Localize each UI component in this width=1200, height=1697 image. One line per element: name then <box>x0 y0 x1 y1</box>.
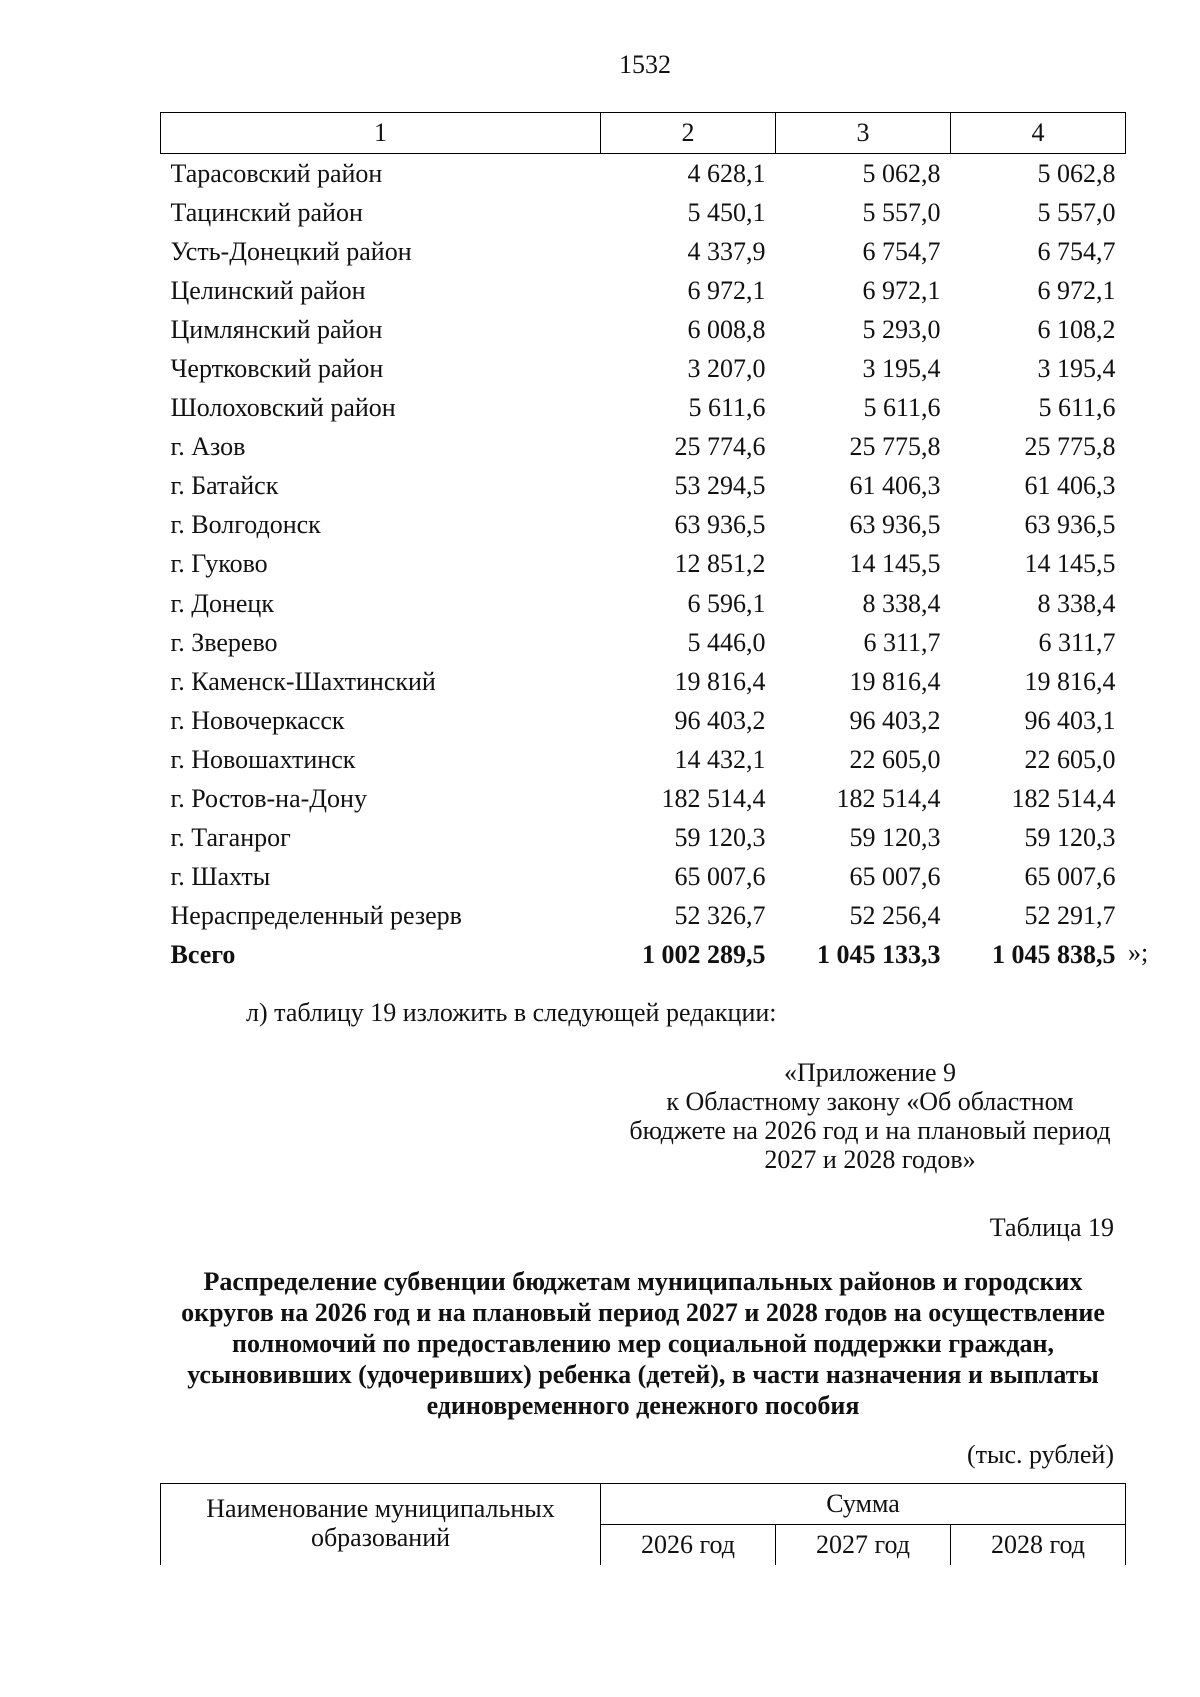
value-2026: 65 007,6 <box>674 862 766 892</box>
municipality-name-header: Наименование муниципальных образований <box>161 1484 601 1566</box>
value-2028: 5 611,6 <box>1038 393 1116 423</box>
value-2027: 5 557,0 <box>862 197 941 227</box>
column-number-1: 1 <box>161 113 601 154</box>
municipality-name: г. Шахты <box>170 862 271 892</box>
municipality-name: Целинский район <box>170 275 366 305</box>
value-2027: 182 514,4 <box>836 784 941 814</box>
value-2026: 52 326,7 <box>674 901 766 931</box>
value-2026: 182 514,4 <box>661 784 766 814</box>
value-2026: 53 294,5 <box>674 471 766 501</box>
value-2028: 25 775,8 <box>1024 432 1116 462</box>
value-2028: 22 605,0 <box>1024 744 1116 774</box>
value-2028: 5 557,0 <box>1037 197 1116 227</box>
value-2026: 5 450,1 <box>687 197 766 227</box>
appendix-number: «Приложение 9 <box>783 1058 957 1087</box>
value-2027: 5 062,8 <box>862 158 941 188</box>
value-2028: 19 816,4 <box>1024 666 1116 696</box>
value-2028: 63 936,5 <box>1024 510 1116 540</box>
value-2027: 52 256,4 <box>849 901 941 931</box>
municipality-name: Тарасовский район <box>170 158 383 188</box>
table-row <box>161 271 1126 310</box>
table-body <box>161 154 1126 975</box>
table-row <box>161 389 1126 428</box>
value-2028: 14 145,5 <box>1024 549 1116 579</box>
value-2026: 4 337,9 <box>687 236 766 266</box>
table-row <box>161 584 1126 623</box>
table-row <box>161 232 1126 271</box>
value-2027: 61 406,3 <box>849 471 941 501</box>
value-2026: 6 596,1 <box>687 588 766 618</box>
municipality-name: Усть-Донецкий район <box>170 236 412 266</box>
table-row <box>161 623 1126 662</box>
municipality-name: г. Каменск-Шахтинский <box>170 666 436 696</box>
value-2026: 3 207,0 <box>687 354 766 384</box>
municipality-name: г. Донецк <box>170 588 274 618</box>
municipality-name: г. Гуково <box>170 549 268 579</box>
value-2026: 6 972,1 <box>687 275 766 305</box>
value-2027: 8 338,4 <box>862 588 941 618</box>
year-2027-header: 2027 год <box>776 1525 951 1566</box>
table-row <box>161 858 1126 897</box>
municipality-name: г. Батайск <box>170 471 279 501</box>
value-2028: 182 514,4 <box>1011 784 1116 814</box>
table-row <box>161 310 1126 349</box>
municipality-name: Цимлянский район <box>170 314 383 344</box>
table-row <box>161 701 1126 740</box>
table-row <box>161 897 1126 936</box>
value-2026: 4 628,1 <box>687 158 766 188</box>
column-number-3: 3 <box>776 113 951 154</box>
value-2028: 8 338,4 <box>1037 588 1116 618</box>
subvention-table-19-header <box>160 1483 1126 1565</box>
table-row <box>161 467 1126 506</box>
value-2026: 6 008,8 <box>687 314 766 344</box>
year-2028-header: 2028 год <box>951 1525 1126 1566</box>
table-row <box>161 428 1126 467</box>
table-row <box>161 662 1126 701</box>
municipality-name: Шолоховский район <box>170 393 396 423</box>
table-number-label: Таблица 19 <box>989 1213 1114 1242</box>
closing-quote-mark: »; <box>1128 938 1149 967</box>
municipality-name: Нераспределенный резерв <box>170 901 462 931</box>
value-2027: 25 775,8 <box>849 432 941 462</box>
value-2026: 96 403,2 <box>674 705 766 735</box>
municipality-name: г. Зверево <box>170 627 278 657</box>
value-2026: 59 120,3 <box>674 823 766 853</box>
value-2027: 22 605,0 <box>849 744 941 774</box>
appendix-reference <box>620 1058 1120 1174</box>
value-2028: 65 007,6 <box>1024 862 1116 892</box>
value-2027: 19 816,4 <box>849 666 941 696</box>
column-number-2: 2 <box>601 113 776 154</box>
municipality-name: г. Новочеркасск <box>170 705 345 735</box>
value-2027: 59 120,3 <box>849 823 941 853</box>
value-2026: 5 611,6 <box>688 393 766 423</box>
column-number-4: 4 <box>951 113 1126 154</box>
amendment-instruction: л) таблицу 19 изложить в следующей редакции: <box>246 998 777 1027</box>
municipality-name: г. Азов <box>170 432 246 462</box>
value-2028: 3 195,4 <box>1037 354 1116 384</box>
table-row <box>161 819 1126 858</box>
municipality-name: г. Таганрог <box>170 823 291 853</box>
sum-header: Сумма <box>601 1484 1126 1525</box>
table-row <box>161 740 1126 779</box>
table-row <box>161 154 1126 194</box>
table-row <box>161 506 1126 545</box>
value-2028: 96 403,1 <box>1024 705 1116 735</box>
year-2026-header: 2026 год <box>601 1525 776 1566</box>
total-2028: 1 045 838,5 <box>992 940 1116 970</box>
value-2026: 14 432,1 <box>674 744 766 774</box>
value-2027: 6 972,1 <box>862 275 941 305</box>
total-2027: 1 045 133,3 <box>817 940 941 970</box>
value-2026: 25 774,6 <box>674 432 766 462</box>
value-2028: 6 108,2 <box>1037 314 1116 344</box>
value-2026: 12 851,2 <box>674 549 766 579</box>
units-label: (тыс. рублей) <box>966 1440 1114 1469</box>
value-2028: 6 754,7 <box>1037 236 1116 266</box>
value-2027: 65 007,6 <box>849 862 941 892</box>
value-2028: 59 120,3 <box>1024 823 1116 853</box>
table-row <box>161 780 1126 819</box>
table-row <box>161 193 1126 232</box>
value-2028: 5 062,8 <box>1037 158 1116 188</box>
municipality-name: Чертковский район <box>170 354 384 384</box>
value-2027: 14 145,5 <box>849 549 941 579</box>
table-row <box>161 349 1126 388</box>
page-number: 1532 <box>619 50 671 79</box>
value-2026: 19 816,4 <box>674 666 766 696</box>
total-label: Всего <box>170 940 236 970</box>
total-2026: 1 002 289,5 <box>642 940 766 970</box>
municipality-name: г. Ростов-на-Дону <box>170 784 367 814</box>
value-2028: 6 311,7 <box>1038 627 1116 657</box>
value-2027: 6 311,7 <box>863 627 941 657</box>
table-row <box>161 545 1126 584</box>
value-2028: 6 972,1 <box>1037 275 1116 305</box>
total-row <box>161 936 1126 975</box>
table-title: Распределение субвенции бюджетам муниципальных районов и городских округов на 2026 год и на плановый период 2027 и 2028 годов на осуществление полномочий по предоставлению мер социальной поддержки граждан, усыновивших (удочеривших) ребенка (детей), в части назначения и выплаты единовременного денежного пособия <box>181 1267 1105 1420</box>
value-2028: 52 291,7 <box>1024 901 1116 931</box>
value-2027: 3 195,4 <box>862 354 941 384</box>
municipality-name: г. Новошахтинск <box>170 744 356 774</box>
value-2027: 5 611,6 <box>863 393 941 423</box>
value-2027: 5 293,0 <box>862 314 941 344</box>
municipality-name: г. Волгодонск <box>170 510 321 540</box>
value-2026: 5 446,0 <box>687 627 766 657</box>
value-2028: 61 406,3 <box>1024 471 1116 501</box>
column-number-header-row <box>161 113 1126 154</box>
value-2026: 63 936,5 <box>674 510 766 540</box>
municipality-name: Тацинский район <box>170 197 363 227</box>
appendix-law-reference: к Областному закону «Об областном бюджете на 2026 год и на плановый период 2027 и 2028 годов» <box>629 1087 1111 1174</box>
subvention-table-continued <box>160 112 1126 975</box>
value-2027: 96 403,2 <box>849 705 941 735</box>
value-2027: 63 936,5 <box>849 510 941 540</box>
value-2027: 6 754,7 <box>862 236 941 266</box>
